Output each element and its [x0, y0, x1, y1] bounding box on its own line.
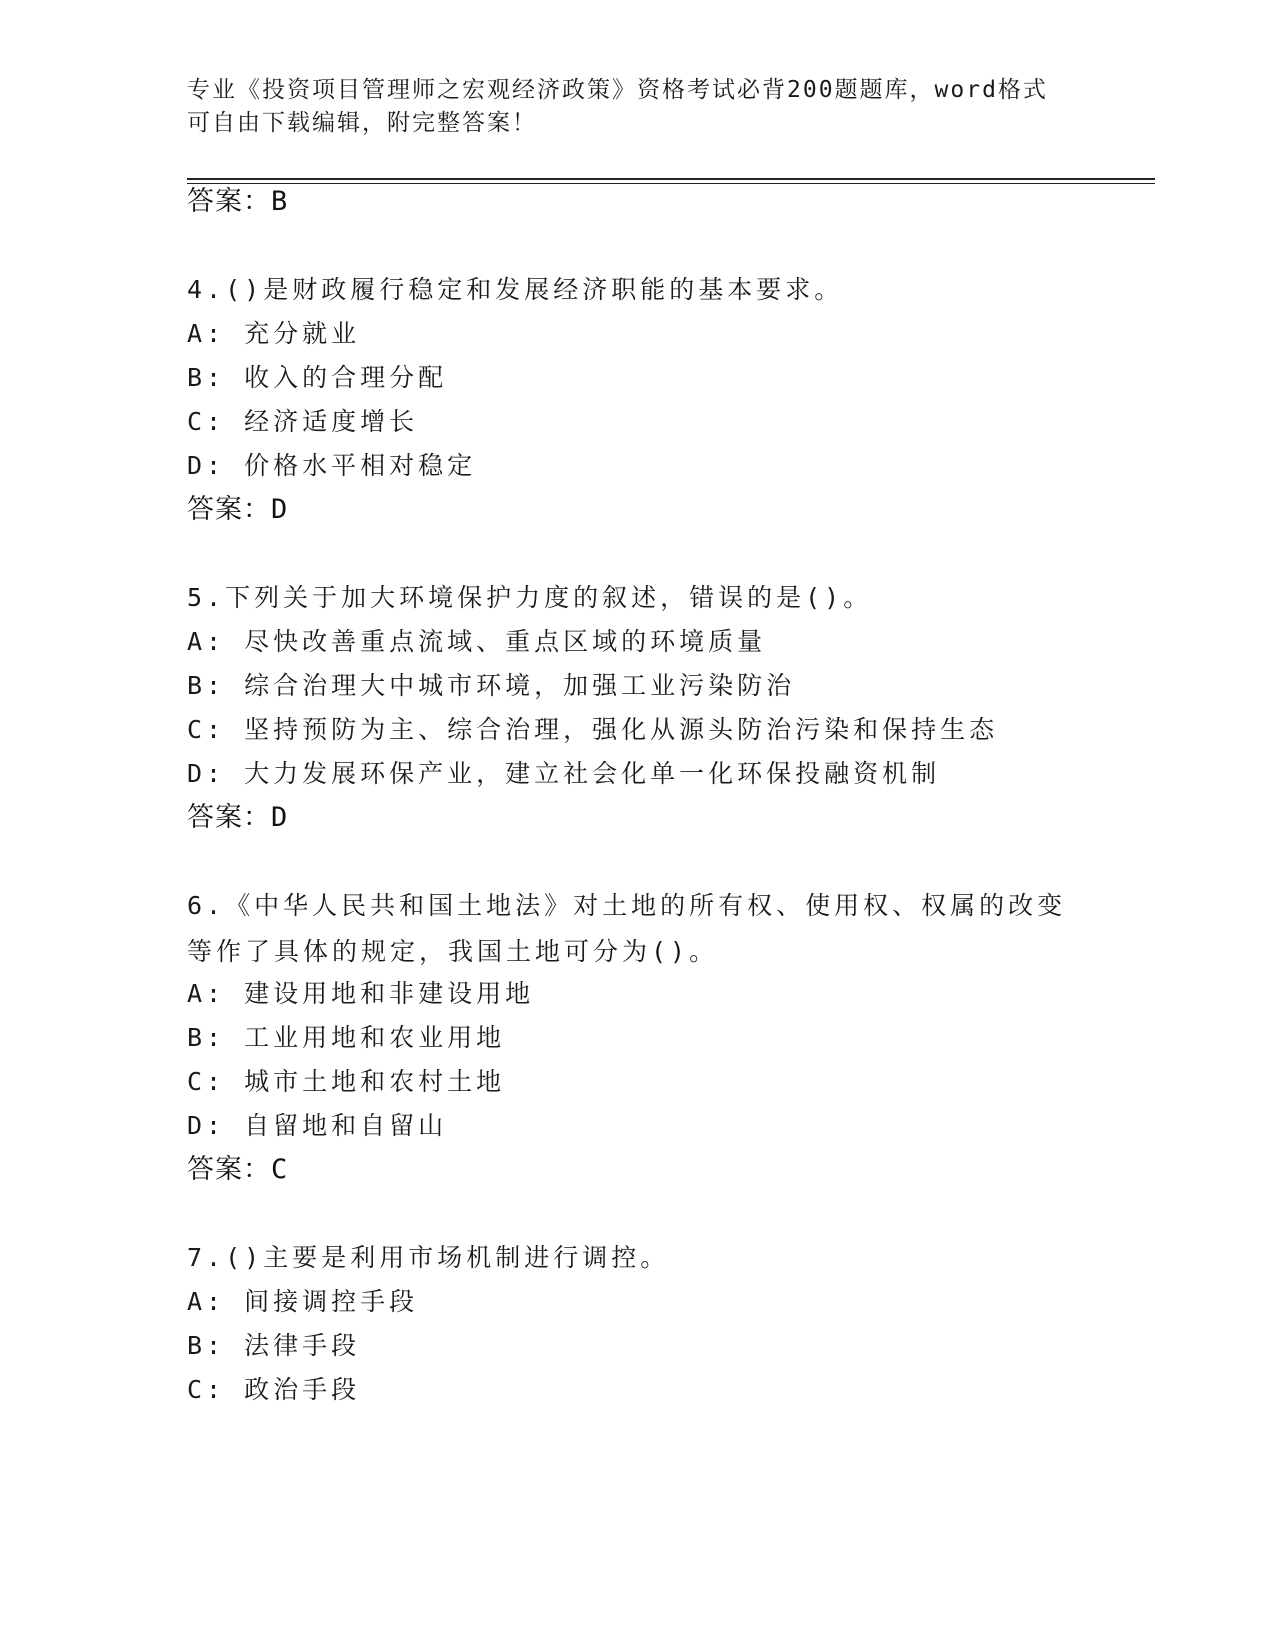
answer-label: 答案：: [187, 802, 271, 833]
question-stem: 7.()主要是利用市场机制进行调控。: [187, 1243, 670, 1272]
option-a: A: 充分就业: [187, 319, 361, 348]
question-stem: 5.下列关于加大环境保护力度的叙述，错误的是()。: [187, 583, 873, 612]
header-rule-thick: [187, 178, 1155, 180]
answer-value: D: [271, 802, 289, 833]
option-c: C: 政治手段: [187, 1375, 361, 1404]
answer-value: D: [271, 494, 289, 525]
question-stem: 6.《中华人民共和国土地法》对土地的所有权、使用权、权属的改变等作了具体的规定，我国土地可分为()。: [187, 891, 1067, 966]
document-header: 专业《投资项目管理师之宏观经济政策》资格考试必背200题题库，word格式可自由下载编辑，附完整答案！: [187, 77, 1048, 136]
option-b: B: 工业用地和农业用地: [187, 1023, 506, 1052]
question-stem: 4.()是财政履行稳定和发展经济职能的基本要求。: [187, 275, 844, 304]
answer-value: C: [271, 1154, 289, 1185]
header-rule-thin: [187, 183, 1155, 184]
option-b: B: 法律手段: [187, 1331, 361, 1360]
option-d: D: 价格水平相对稳定: [187, 451, 477, 480]
answer-line: [187, 185, 288, 219]
option-c: C: 经济适度增长: [187, 407, 419, 436]
answer-label: 答案：: [187, 494, 271, 525]
option-c: C: 城市土地和农村土地: [187, 1067, 506, 1096]
option-a: A: 间接调控手段: [187, 1287, 419, 1316]
answer-line: [187, 801, 288, 835]
answer-line: [187, 1153, 288, 1187]
option-a: A: 尽快改善重点流域、重点区域的环境质量: [187, 627, 767, 656]
option-b: B: 收入的合理分配: [187, 363, 448, 392]
option-a: A: 建设用地和非建设用地: [187, 979, 535, 1008]
answer-value: B: [271, 186, 289, 217]
answer-label: 答案：: [187, 186, 271, 217]
option-b: B: 综合治理大中城市环境，加强工业污染防治: [187, 671, 796, 700]
answer-label: 答案：: [187, 1154, 271, 1185]
option-d: D: 自留地和自留山: [187, 1111, 448, 1140]
answer-line: [187, 493, 288, 527]
option-c: C: 坚持预防为主、综合治理，强化从源头防治污染和保持生态: [187, 715, 999, 744]
option-d: D: 大力发展环保产业，建立社会化单一化环保投融资机制: [187, 759, 941, 788]
